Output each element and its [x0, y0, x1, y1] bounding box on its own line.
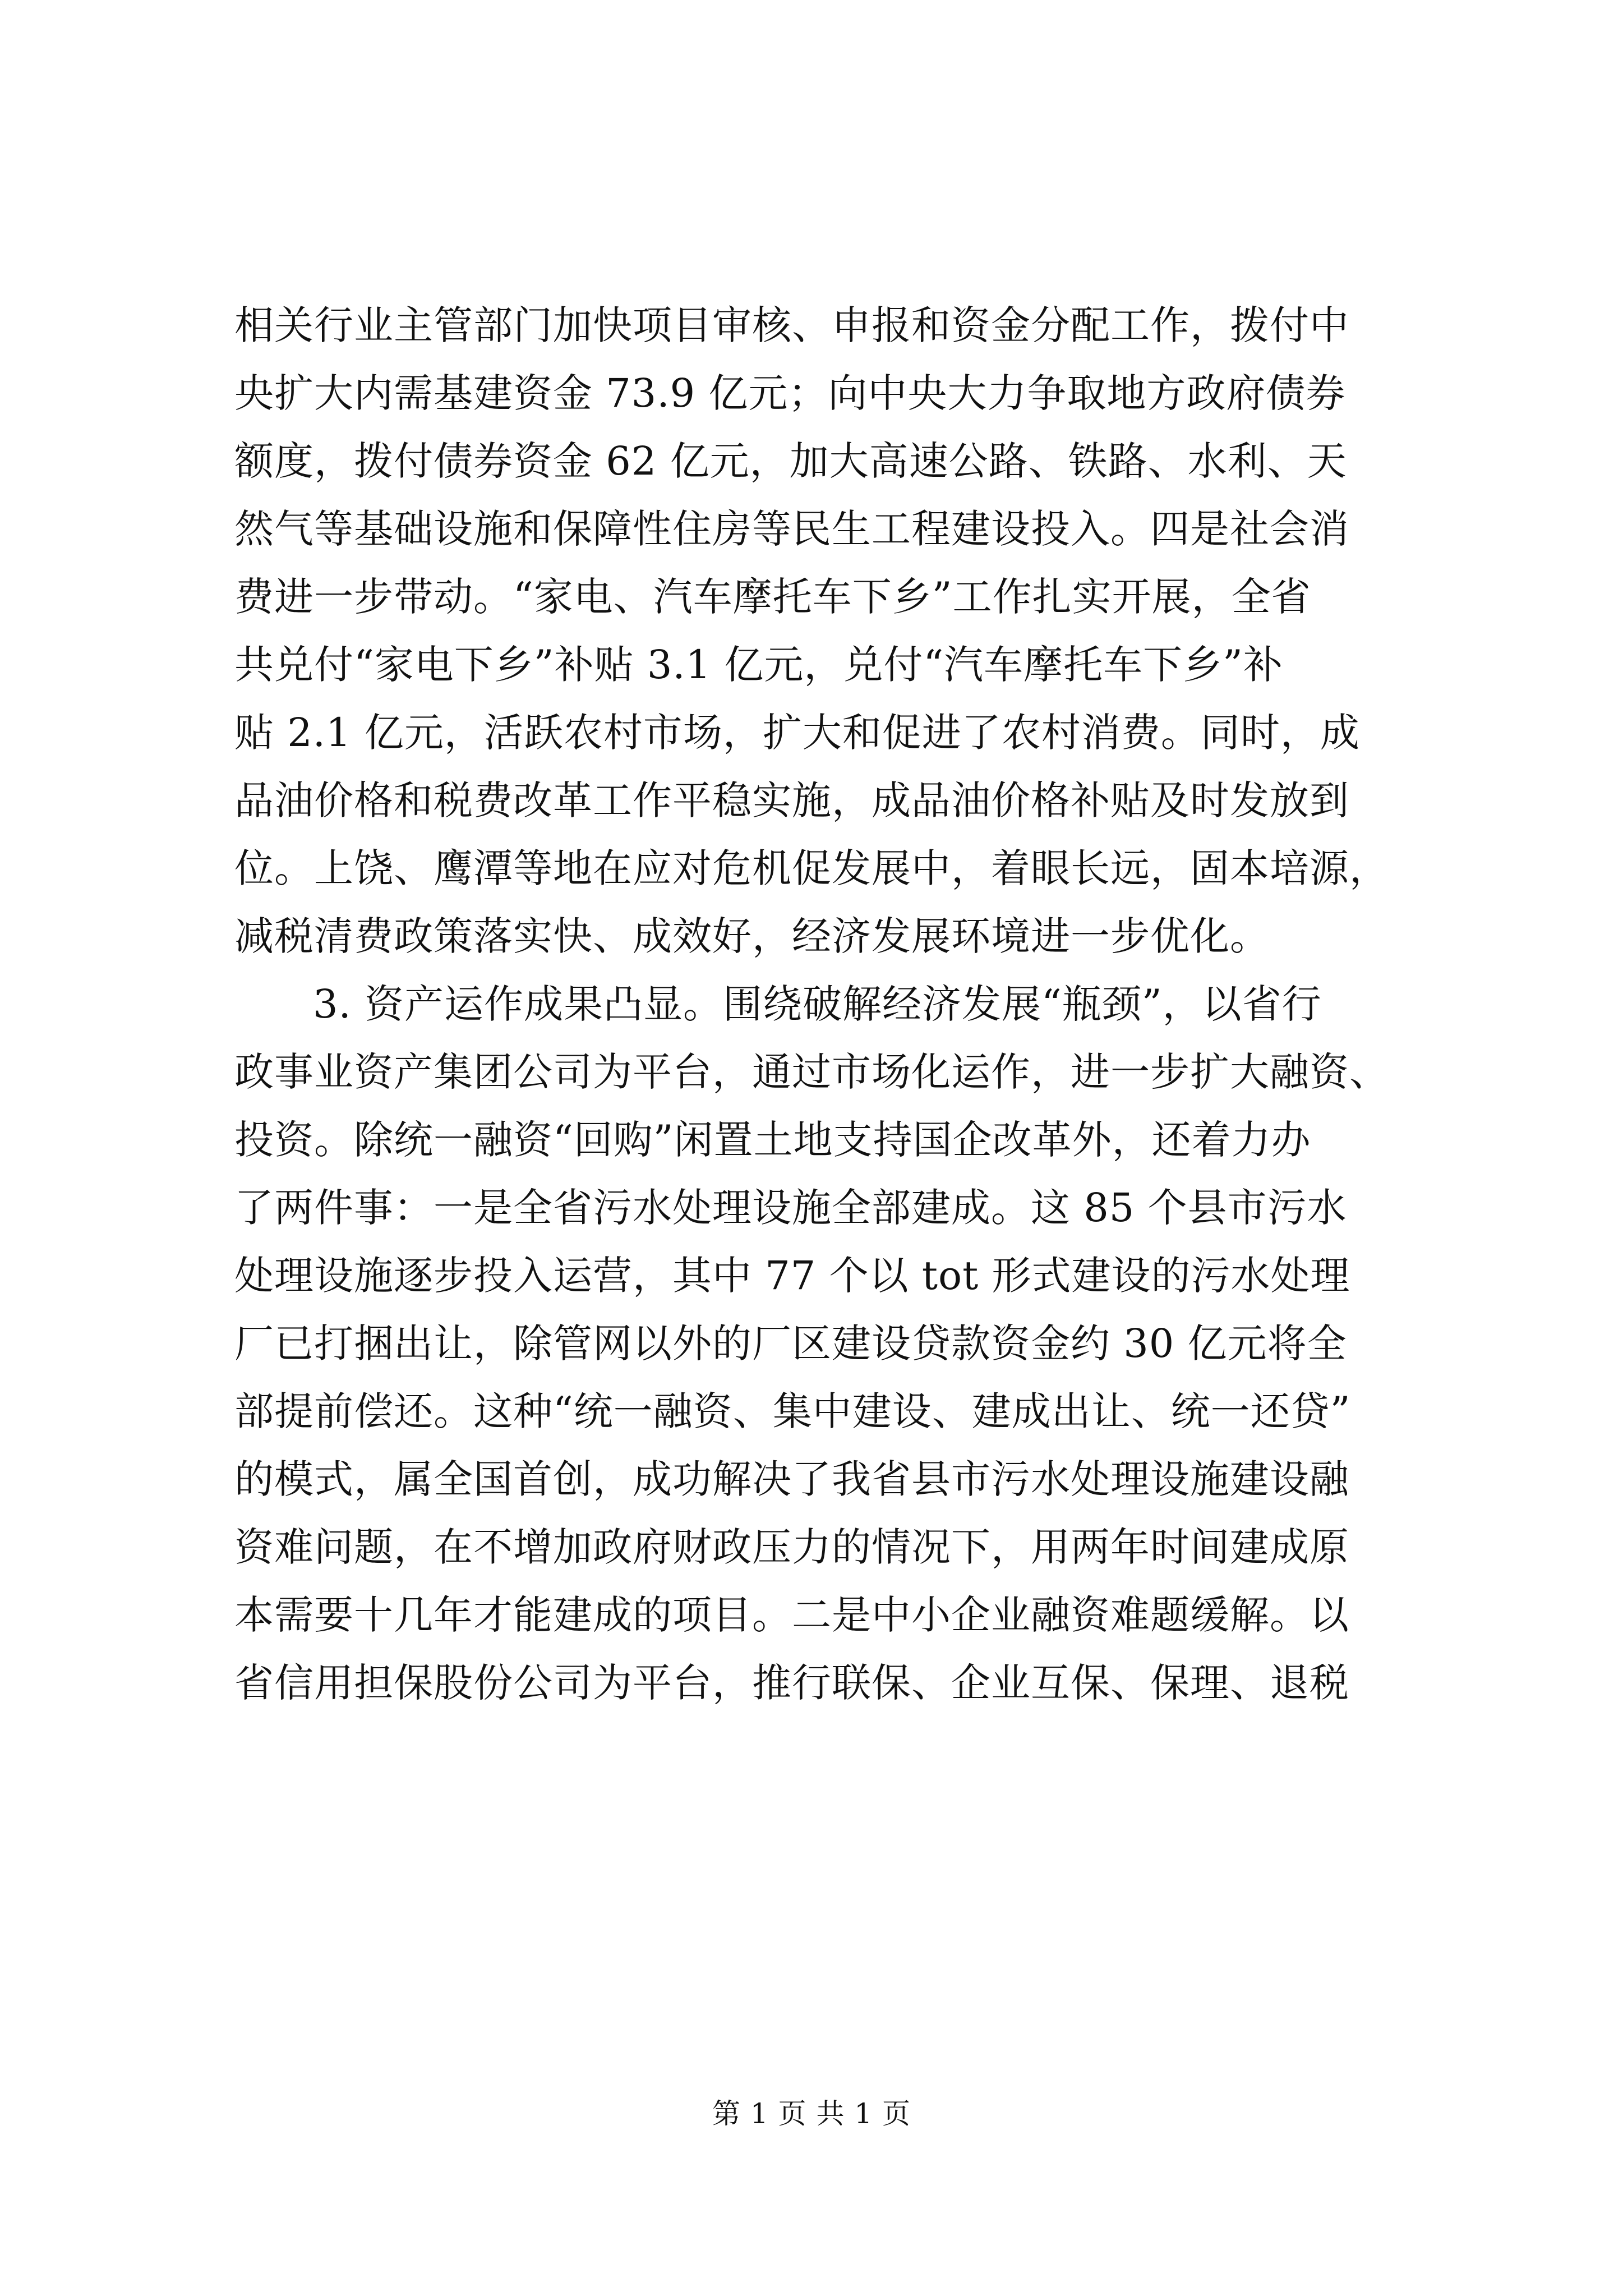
text-line: 贴 2.1 亿元，活跃农村市场，扩大和促进了农村消费。同时，成: [234, 710, 1360, 756]
text-line: 相关行业主管部门加快项目审核、申报和资金分配工作，拨付中: [234, 302, 1349, 348]
text-line: 处理设施逐步投入运营，其中 77 个以 tot 形式建设的污水处理: [234, 1253, 1350, 1299]
text-line: 然气等基础设施和保障性住房等民生工程建设投入。四是社会消: [234, 506, 1349, 552]
text-line: 政事业资产集团公司为平台，通过市场化运作，进一步扩大融资、: [234, 1049, 1389, 1095]
text-line: 位。上饶、鹰潭等地在应对危机促发展中，着眼长远，固本培源，: [234, 845, 1389, 891]
text-line: 厂已打捆出让，除管网以外的厂区建设贷款资金约 30 亿元将全: [234, 1320, 1347, 1366]
text-line: 的模式，属全国首创，成功解决了我省县市污水处理设施建设融: [234, 1456, 1349, 1502]
text-line: 减税清费政策落实快、成效好，经济发展环境进一步优化。: [234, 913, 1270, 959]
paragraph-start-line: 3. 资产运作成果凸显。围绕破解经济发展“瓶颈”，以省行: [313, 981, 1322, 1027]
text-line: 额度，拨付债券资金 62 亿元，加大高速公路、铁路、水利、天: [234, 438, 1347, 484]
text-line: 投资。除统一融资“回购”闲置土地支持国企改革外，还着力办: [234, 1117, 1311, 1163]
text-line: 本需要十几年才能建成的项目。二是中小企业融资难题缓解。以: [234, 1592, 1349, 1638]
text-line: 了两件事：一是全省污水处理设施全部建成。这 85 个县市污水: [234, 1185, 1347, 1231]
text-line: 央扩大内需基建资金 73.9 亿元；向中央大力争取地方政府债券: [234, 370, 1346, 416]
text-line: 品油价格和税费改革工作平稳实施，成品油价格补贴及时发放到: [234, 777, 1349, 823]
body-text: [234, 292, 1401, 1717]
page-footer: 第 1 页 共 1 页: [712, 2097, 911, 2130]
text-line: 省信用担保股份公司为平台，推行联保、企业互保、保理、退税: [234, 1660, 1349, 1706]
text-line: 资难问题，在不增加政府财政压力的情况下，用两年时间建成原: [234, 1524, 1349, 1570]
text-line: 共兑付“家电下乡”补贴 3.1 亿元，兑付“汽车摩托车下乡”补: [234, 642, 1283, 688]
text-line: 费进一步带动。“家电、汽车摩托车下乡”工作扎实开展，全省: [234, 574, 1311, 620]
text-line: 部提前偿还。这种“统一融资、集中建设、建成出让、统一还贷”: [234, 1388, 1351, 1434]
